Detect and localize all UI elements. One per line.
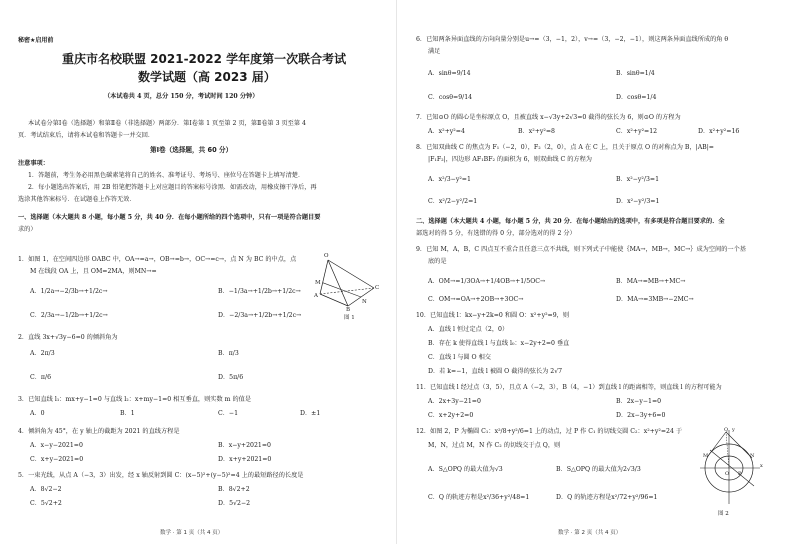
notice-2b: 选涂其他答案标号．在试题卷上作答无效． — [18, 196, 136, 203]
page-2 — [398, 0, 794, 544]
q8-option-b: B．x²−y²/3=1 — [616, 176, 660, 183]
notice-title: 注意事项： — [18, 160, 49, 167]
q2-option-d: D．5π/6 — [218, 374, 244, 381]
section1-heading-b: 求的） — [18, 226, 37, 233]
secret-label: 秘密★启用前 — [18, 37, 54, 44]
q1-stem-b: M 在线段 OA 上，且 OM=2MA，则MN→= — [30, 268, 157, 275]
q12-stem-b: M，N，过点 M，N 作 C₂ 的切线交于点 Q，则 — [428, 442, 561, 449]
q9-option-a: A．OM→=1/3OA→+1/4OB→+1/5OC→ — [428, 278, 546, 285]
q11-option-a: A．2x+3y−21=0 — [428, 398, 481, 405]
q5-stem: 5．一束光线，从点 A（−3，3）出发，经 x 轴反射到圆 C：(x−5)²+(y−5)²=4 上的最短路径的长度是 — [18, 472, 304, 479]
q6-option-d: D．cosθ=1/4 — [616, 94, 657, 101]
q9-option-b: B．MA→=MB→+MC→ — [616, 278, 686, 285]
section2-heading-a: 二、选择题（本大题共 4 小题，每小题 5 分，共 20 分．在每小题给出的选项中，有多项是符合题目要求的．全 — [416, 218, 725, 225]
intro-line-1: 本试卷分第Ⅰ卷（选择题）和第Ⅱ卷（非选择题）两部分．第Ⅰ卷第 1 页至第 2 页，第Ⅱ卷第 3 页至第 4 — [28, 120, 306, 127]
fig2-label-q: Q — [724, 427, 729, 433]
q12-option-c: C．Q 的轨迹方程是x²/36+y²/48=1 — [428, 494, 530, 501]
q2-option-c: C．π/6 — [30, 374, 52, 381]
q4-option-b: B．x−y+2021=0 — [218, 442, 271, 449]
q9-stem-b: 底的是 — [428, 258, 447, 265]
q5-option-b: B．8√2+2 — [218, 486, 250, 493]
page-1-footer: 数学 · 第 1 页（共 4 页） — [160, 530, 224, 536]
q4-option-c: C．x+y−2021=0 — [30, 456, 84, 463]
q7-option-d: D．x²+y²=16 — [698, 128, 740, 135]
q8-stem-a: 8．已知双曲线 C 的焦点为 F₁（−2，0），F₂（2，0），点 A 在 C 上，且关于原点 O 的对称点为 B，|AB|= — [416, 144, 714, 151]
q8-option-c: C．x²/2−y²/2=1 — [428, 198, 478, 205]
q10-stem: 10．已知直线 l：kx−y+2k=0 和圆 O：x²+y²=9，则 — [416, 312, 570, 319]
fig2-caption: 图 2 — [718, 511, 729, 517]
fig1-caption: 图 1 — [344, 315, 355, 321]
fig2-label-o: O — [725, 471, 730, 477]
notice-1: 1．答题前，考生务必用黑色碳素笔将自己的姓名、准考证号、考场号、座位号在答题卡上填写清楚． — [28, 172, 305, 179]
fig1-label-n: N — [362, 299, 367, 305]
fig1-label-a: A — [314, 293, 318, 299]
q3-option-a: A．0 — [30, 410, 45, 417]
q3-stem: 3．已知直线 l₁：mx+y−1=0 与直线 l₂：x+my−1=0 相互垂直，则实数 m 的值是 — [18, 396, 252, 403]
figure-1-tetrahedron — [318, 256, 378, 312]
page-1 — [0, 0, 396, 544]
q1-option-c: C．2/3a→−1/2b→+1/2c→ — [30, 312, 108, 319]
q1-option-a: A．1/2a→−2/3b→+1/2c→ — [30, 288, 108, 295]
q9-option-c: C．OM→=OA→+2OB→+3OC→ — [428, 296, 524, 303]
q3-option-d: D．±1 — [300, 410, 321, 417]
q12-stem-a: 12．如图 2，P 为椭圆 C₁：x²/8+y²/6=1 上的动点，过 P 作 C₁ 的切线交圆 C₂：x²+y²=24 于 — [416, 428, 683, 435]
notice-2a: 2．每小题选出答案后，用 2B 铅笔把答题卡上对应题目的答案标号涂黑．如需改动，用橡皮擦干净后，再 — [28, 184, 317, 191]
q12-option-d: D．Q 的轨迹方程是x²/72+y²/96=1 — [556, 494, 658, 501]
q8-option-a: A．x²/3−y²=1 — [428, 176, 471, 183]
q5-option-d: D．5√2−2 — [218, 500, 251, 507]
q3-option-c: C．−1 — [218, 410, 239, 417]
q5-option-a: A．8√2−2 — [30, 486, 62, 493]
q6-option-c: C．cosθ=9/14 — [428, 94, 473, 101]
q7-option-a: A．x²+y²=4 — [428, 128, 465, 135]
q10-option-c: C．直线 l 与圆 O 相交 — [428, 354, 491, 361]
fig2-label-y: y — [732, 427, 735, 433]
q10-option-a: A．直线 l 恒过定点（2，0） — [428, 326, 509, 333]
fig2-label-x: x — [760, 463, 763, 469]
fig1-label-o: O — [324, 253, 329, 259]
page-divider — [396, 0, 397, 544]
q6-option-b: B．sinθ=1/4 — [616, 70, 655, 77]
exam-subtitle: 数学试题（高 2023 届） — [138, 70, 276, 84]
fig2-label-p: P — [738, 471, 742, 477]
q5-option-c: C．5√2+2 — [30, 500, 62, 507]
q7-option-c: C．x²+y²=12 — [616, 128, 658, 135]
q1-option-d: D．−2/3a→+1/2b→+1/2c→ — [218, 312, 302, 319]
q8-stem-b: |F₁F₂|，四边形 AF₁BF₂ 的面积为 6，则双曲线 C 的方程为 — [428, 156, 592, 163]
q9-stem-a: 9．已知 M，A，B，C 四点互不重合且任意三点不共线，则下列式子中能使｛MA→，MB→，MC→｝成为空间的一个基 — [416, 246, 746, 253]
q1-stem-a: 1．如图 1，在空间四边形 OABC 中，OA→=a→，OB→=b→，OC→=c→，点 N 为 BC 的中点，点 — [18, 256, 297, 263]
figure-2-ellipse-circle — [696, 428, 762, 508]
q4-stem: 4．倾斜角为 45°，在 y 轴上的截距为 2021 的直线方程是 — [18, 428, 180, 435]
q10-option-d: D．若 k=−1，直线 l 被圆 O 截得的弦长为 2√7 — [428, 368, 563, 375]
q11-stem: 11．已知直线 l 经过点（3，5），且点 A（−2，3），B（4，−1）到直线 l 的距离相等，则直线 l 的方程可能为 — [416, 384, 722, 391]
q9-option-d: D．MA→=3MB→−2MC→ — [616, 296, 694, 303]
q2-stem: 2．直线 3x+√3y−6=0 的倾斜角为 — [18, 334, 118, 341]
q6-option-a: A．sinθ=9/14 — [428, 70, 471, 77]
q8-option-d: D．x²−y²/3=1 — [616, 198, 660, 205]
q10-option-b: B．存在 k 使得直线 l 与直线 l₀：x−2y+2=0 垂直 — [428, 340, 570, 347]
q4-option-a: A．x−y−2021=0 — [30, 442, 83, 449]
q7-option-b: B．x²+y²=8 — [518, 128, 555, 135]
q12-option-a: A．S△OPQ 的最大值为√3 — [428, 466, 503, 473]
q4-option-d: D．x+y+2021=0 — [218, 456, 272, 463]
intro-line-2: 页．考试结束后，请将本试卷和答题卡一并交回． — [18, 132, 155, 139]
fig2-label-n: N — [750, 453, 755, 459]
fig2-label-m: M — [703, 453, 709, 459]
fig1-label-b: B — [346, 307, 351, 313]
section1-heading-a: 一、选择题（本大题共 8 小题，每小题 5 分，共 40 分．在每小题所给的四个选项中，只有一项是符合题目要 — [18, 214, 321, 221]
q11-option-d: D．2x−3y+6=0 — [616, 412, 666, 419]
q3-option-b: B．1 — [120, 410, 135, 417]
q6-stem-b: 满足 — [428, 48, 441, 55]
exam-title: 重庆市名校联盟 2021-2022 学年度第一次联合考试 — [62, 52, 347, 66]
section2-heading-b: 部选对的得 5 分，有选错的得 0 分，部分选对的得 2 分） — [416, 230, 576, 237]
q11-option-b: B．2x−y−1=0 — [616, 398, 662, 405]
q2-option-a: A．2π/3 — [30, 350, 55, 357]
part1-heading: 第Ⅰ卷（选择题，共 60 分） — [150, 146, 233, 154]
exam-info: （本试卷共 4 页，总分 150 分，考试时间 120 分钟） — [104, 93, 259, 100]
q11-option-c: C．x+2y+2=0 — [428, 412, 474, 419]
fig1-label-m: M — [315, 280, 321, 286]
q6-stem-a: 6．已知两条异面直线的方向向量分别是u→=（3，−1，2），v→=（3，−2，−1），则这两条异面直线所成的角 θ — [416, 36, 729, 43]
q12-option-b: B．S△OPQ 的最大值为2√3/3 — [556, 466, 641, 473]
q7-stem: 7．已知⊙O 的圆心是坐标原点 O，且被直线 x−√3y+2√3=0 截得的弦长为 6，则⊙O 的方程为 — [416, 114, 681, 121]
q1-option-b: B．−1/3a→+1/2b→+1/2c→ — [218, 288, 301, 295]
fig1-label-c: C — [375, 285, 380, 291]
q2-option-b: B．π/3 — [218, 350, 239, 357]
page-2-footer: 数学 · 第 2 页（共 4 页） — [558, 530, 622, 536]
